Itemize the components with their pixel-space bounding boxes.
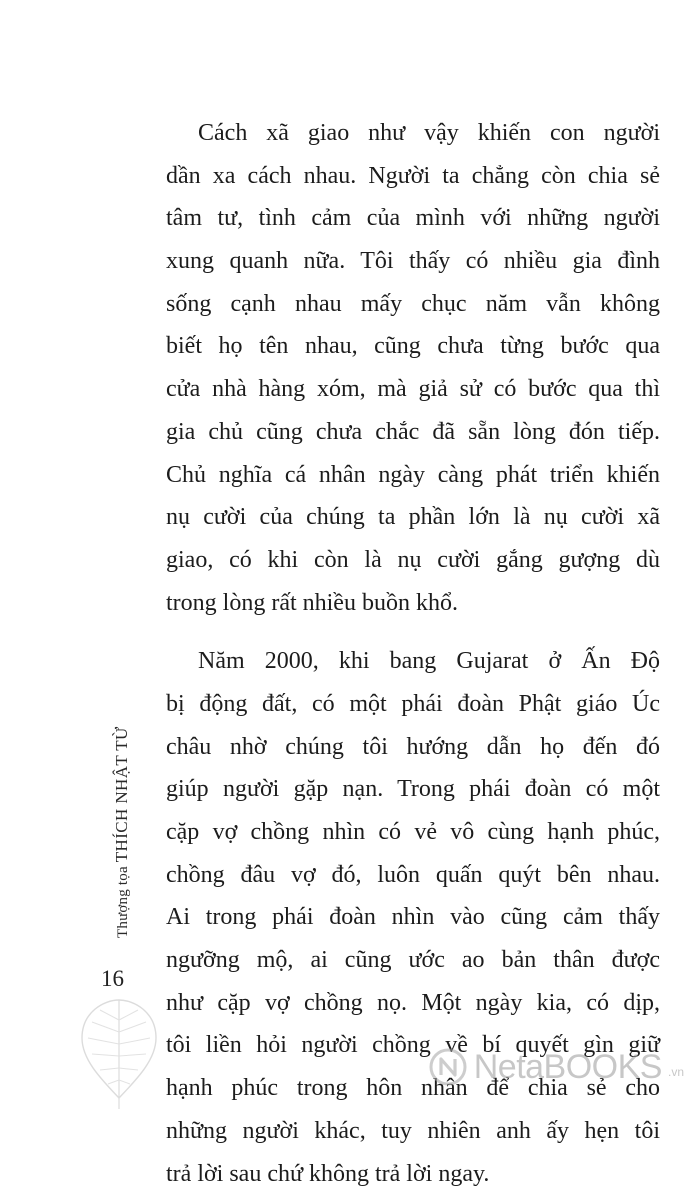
neta-logo-icon: [428, 1047, 468, 1087]
text-line: châu nhờ chúng tôi hướng dẫn họ đến đó: [166, 726, 660, 769]
paragraph-2: [166, 640, 660, 1195]
text-line: gia chủ cũng chưa chắc đã sẵn lòng đón tiếp.: [166, 411, 660, 454]
text-line: Ai trong phái đoàn nhìn vào cũng cảm thấy: [166, 896, 660, 939]
text-line: giao, có khi còn là nụ cười gắng gượng dù: [166, 539, 660, 582]
text-line: những người khác, tuy nhiên anh ấy hẹn tôi: [166, 1110, 660, 1153]
text-line: Cách xã giao như vậy khiến con người: [166, 112, 660, 155]
running-head-author: THÍCH NHẬT TỪ: [112, 726, 131, 862]
text-line: như cặp vợ chồng nọ. Một ngày kia, có dịp,: [166, 982, 660, 1025]
body-text: [166, 112, 660, 1195]
text-line: bị động đất, có một phái đoàn Phật giáo Úc: [166, 683, 660, 726]
watermark: [428, 1047, 684, 1087]
running-head-prefix: Thượng tọa: [115, 862, 131, 938]
watermark-brand: NetaBOOKS: [474, 1048, 662, 1087]
text-line: sống cạnh nhau mấy chục năm vẫn không: [166, 283, 660, 326]
paragraph-1: [166, 112, 660, 624]
text-line: cặp vợ chồng nhìn có vẻ vô cùng hạnh phúc,: [166, 811, 660, 854]
text-line: biết họ tên nhau, cũng chưa từng bước qua: [166, 325, 660, 368]
running-head: [112, 726, 132, 938]
text-line: nụ cười của chúng ta phần lớn là nụ cười xã: [166, 496, 660, 539]
text-line: ngưỡng mộ, ai cũng ước ao bản thân được: [166, 939, 660, 982]
watermark-tld: .vn: [668, 1065, 684, 1079]
text-line: trả lời sau chứ không trả lời ngay.: [166, 1153, 660, 1195]
text-line: cửa nhà hàng xóm, mà giả sử có bước qua thì: [166, 368, 660, 411]
text-line: xung quanh nữa. Tôi thấy có nhiều gia đình: [166, 240, 660, 283]
text-line: tâm tư, tình cảm của mình với những người: [166, 197, 660, 240]
text-line: chồng đâu vợ đó, luôn quấn quýt bên nhau.: [166, 854, 660, 897]
page-number: 16: [101, 966, 124, 992]
text-line: trong lòng rất nhiều buồn khổ.: [166, 582, 660, 625]
text-line: Chủ nghĩa cá nhân ngày càng phát triển khiến: [166, 454, 660, 497]
text-line: hạnh phúc trong hôn nhân để chia sẻ cho: [166, 1067, 660, 1110]
text-line: dần xa cách nhau. Người ta chẳng còn chia sẻ: [166, 155, 660, 198]
paragraph-spacer: [166, 624, 660, 640]
text-line: Năm 2000, khi bang Gujarat ở Ấn Độ: [166, 640, 660, 683]
bodhi-leaf-icon: [74, 990, 164, 1109]
text-line: tôi liền hỏi người chồng về bí quyết gìn giữ: [166, 1024, 660, 1067]
text-line: giúp người gặp nạn. Trong phái đoàn có một: [166, 768, 660, 811]
